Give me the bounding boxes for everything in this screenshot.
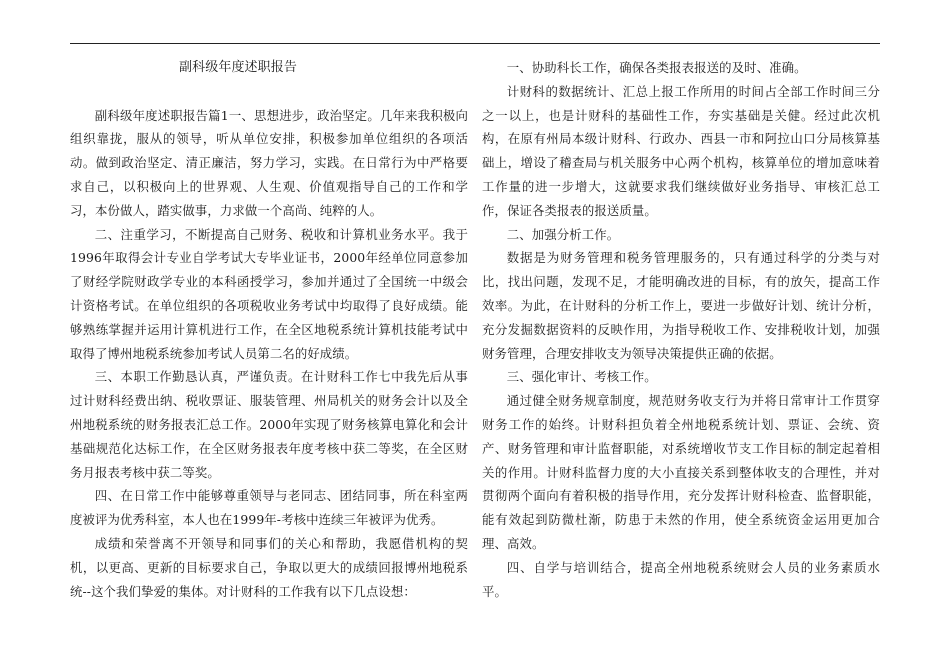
section-heading: 二、加强分析工作。 xyxy=(506,226,620,242)
left-column xyxy=(70,56,468,603)
paragraph: 计财科的数据统计、汇总上报工作所用的时间占全部工作时间三分之一以上，也是计财科的基础性工作，夯实基础是关健。经过此次机构，在原有州局本级计财科、行政办、西县一市和阿拉山口分局核算基础上，增设了稽查局与机关服务中心两个机构，核算单位的增加意味着工作量的进一步增大，这就要求我们继续做好业务指导、审核汇总工作，保证各类报表的报送质量。 xyxy=(482,83,880,218)
paragraph: 数据是为财务管理和税务管理服务的，只有通过科学的分类与对比，找出问题，发现不足，才能明确改进的目标，有的放矢，提高工作效率。为此，在计财科的分析工作上，要进一步做好计划、统计分析，充分发掘数据资料的反映作用，为指导税收工作、安排税收计划，加强财务管理，合理安排收支为领导决策提供正确的依据。 xyxy=(482,250,880,361)
paragraph: 副科级年度述职报告篇1一、思想进步，政治坚定。几年来我积极向组织靠拢，服从的领导，听从单位安排，积极参加单位组织的各项活动。做到政治坚定、清正廉洁，努力学习，实践。在日常行为中严格要求自己，以积极向上的世界观、人生观、价值观指导自己的工作和学习，本份做人，踏实做事，力求做一个高尚、纯粹的人。 xyxy=(70,107,468,218)
right-column xyxy=(482,56,880,603)
paragraph: 三、本职工作勤恳认真，严谨负责。在计财科工作七中我先后从事过计财科经费出纳、税收票证、服装管理、州局机关的财务会计以及全州地税系统的财务报表汇总工作。2000年实现了财务核算电算化和会计基础规范化达标工作，在全区财务报表年度考核中获二等奖，在全区财务月报表考核中获二等奖。 xyxy=(70,369,468,480)
paragraph: 二、注重学习，不断提高自己财务、税收和计算机业务水平。我于1996年取得会计专业自学考试大专毕业证书，2000年经单位同意参加了财经学院财政学专业的本科函授学习，参加并通过了全国统一中级会计资格考试。在单位组织的各项税收业务考试中均取得了良好成绩。能够熟练掌握并运用计算机进行工作，在全区地税系统计算机技能考试中取得了博州地税系统参加考试人员第二名的好成绩。 xyxy=(70,226,468,361)
header-rule xyxy=(70,43,880,44)
paragraph: 通过健全财务规章制度，规范财务收支行为并将日常审计工作贯穿财务工作的始终。计财科担负着全州地税系统计划、票证、会统、资产、财务管理和审计监督职能，对系统增收节支工作目标的制定起着相关的作用。计财科监督力度的大小直接关系到整体收支的合理性，并对贯彻两个面向有着积极的指导作用，充分发挥计财科检查、监督职能，能有效起到防微杜渐，防患于未然的作用，使全系统资金运用更加合理、高效。 xyxy=(482,393,880,551)
section-heading: 三、强化审计、考核工作。 xyxy=(506,369,657,385)
section-heading: 四、自学与培训结合，提高全州地税系统财会人员的业务素质水平。 xyxy=(482,559,880,599)
document-title: 副科级年度述职报告 xyxy=(179,60,297,75)
section-heading: 一、协助科长工作，确保各类报表报送的及时、准确。 xyxy=(506,60,807,75)
paragraph: 成绩和荣誉离不开领导和同事们的关心和帮助，我愿借机构的契机，以更高、更新的目标要求自己，争取以更大的成绩回报博州地税系统--这个我们挚爱的集体。对计财科的工作我有以下几点设想： xyxy=(70,535,468,599)
paragraph: 四、在日常工作中能够尊重领导与老同志、团结同事，所在科室两度被评为优秀科室，本人也在1999年-考核中连续三年被评为优秀。 xyxy=(70,488,468,528)
